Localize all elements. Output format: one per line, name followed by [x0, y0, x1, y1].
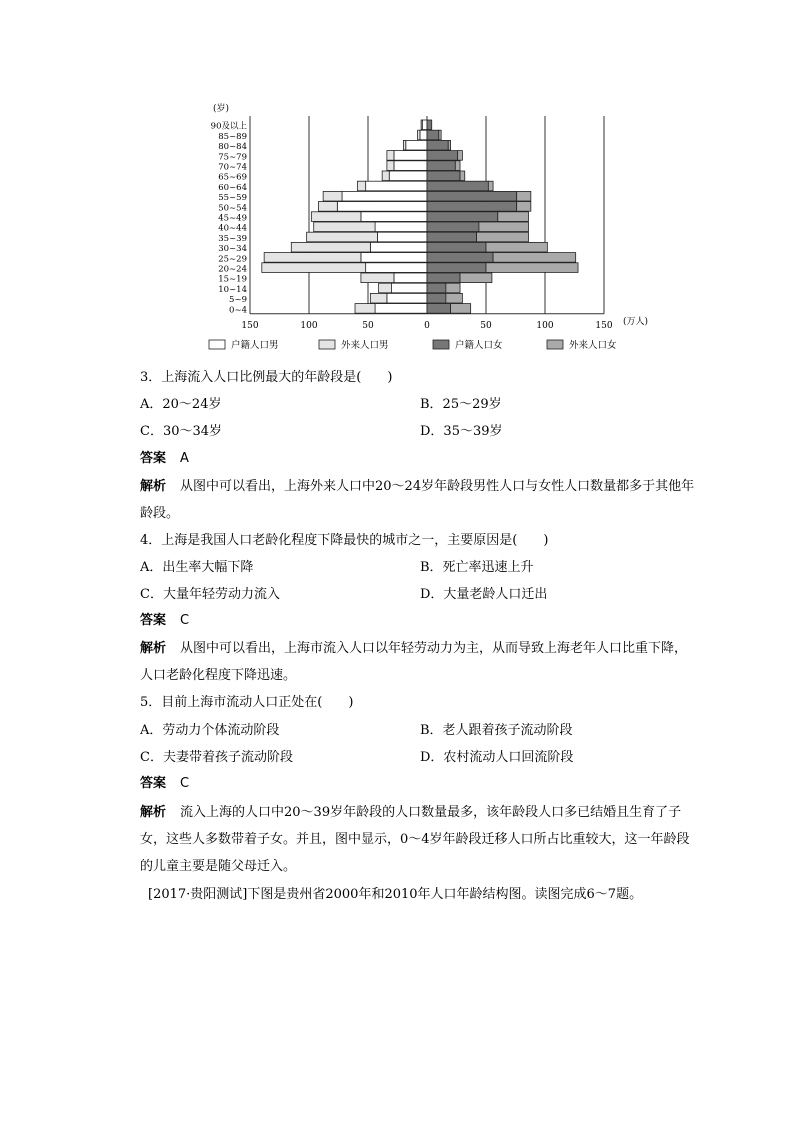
bar-huji-female: [427, 181, 488, 191]
bar-wailai-female: [455, 161, 460, 171]
q3-option-b: B．25～29岁: [420, 397, 502, 412]
legend-label: 外来人口女: [569, 340, 617, 351]
age-tick-labels: [211, 121, 248, 316]
bar-huji-male: [375, 304, 427, 314]
x-tick-label: 150: [595, 320, 613, 331]
analysis-label: 解析: [140, 479, 167, 494]
bar-wailai-female: [451, 304, 471, 314]
analysis-label: 解析: [140, 641, 167, 656]
bar-huji-female: [427, 263, 486, 273]
bar-huji-female: [427, 191, 517, 201]
bar-wailai-male: [382, 171, 389, 181]
age-tick-label: 10~14: [218, 284, 247, 295]
q5-stem: 5．目前上海市流动人口正处在( ): [140, 695, 354, 710]
bar-huji-male: [375, 222, 427, 232]
bar-wailai-female: [446, 293, 463, 303]
bar-huji-male: [389, 171, 427, 181]
x-tick-label: 100: [536, 320, 554, 331]
bar-huji-male: [394, 273, 427, 283]
x-tick-label: 50: [362, 320, 374, 331]
bar-wailai-female: [477, 232, 529, 242]
q5-analysis: [140, 799, 700, 880]
answer-value: C: [180, 776, 190, 791]
legend-swatch: [547, 340, 563, 349]
bar-wailai-male: [262, 263, 366, 273]
bar-wailai-male: [421, 120, 422, 130]
bar-huji-female: [427, 202, 517, 212]
age-tick-label: 90及以上: [210, 121, 247, 132]
bar-wailai-male: [311, 212, 361, 222]
legend-swatch: [433, 340, 449, 349]
bar-huji-male: [394, 161, 427, 171]
q4-option-b: B．死亡率迅速上升: [420, 560, 534, 575]
bar-huji-female: [427, 130, 439, 140]
answer-value: C: [180, 613, 190, 628]
bar-huji-female: [427, 120, 432, 130]
bar-huji-male: [370, 242, 427, 252]
q3-option-a: A．20～24岁: [140, 397, 222, 412]
x-unit-label: (万人): [623, 317, 649, 327]
legend-swatch: [319, 340, 335, 349]
age-tick-label: 20~24: [218, 264, 247, 275]
bar-huji-female: [427, 242, 486, 252]
x-tick-label: 100: [300, 320, 318, 331]
bar-huji-male: [342, 191, 427, 201]
age-tick-label: 30~34: [218, 244, 247, 255]
bar-wailai-male: [357, 181, 365, 191]
x-tick-label: 50: [480, 320, 492, 331]
analysis-text: 从图中可以看出，上海市流入人口以年轻劳动力为主，从而导致上海老年人口比重下降，人口老龄化程度下降迅速。: [140, 641, 688, 683]
bar-wailai-female: [460, 273, 492, 283]
age-tick-label: 25~29: [218, 254, 247, 265]
age-unit-label: (岁): [213, 104, 230, 114]
age-tick-label: 70~74: [218, 162, 247, 173]
bar-wailai-female: [439, 130, 441, 140]
bar-huji-female: [427, 273, 460, 283]
bar-huji-female: [427, 304, 451, 314]
bar-wailai-male: [291, 242, 370, 252]
bar-wailai-male: [314, 222, 375, 232]
next-section-intro: [2017·贵阳测试]下图是贵州省2000年和2010年人口年龄结构图。读图完成6～7题。: [148, 887, 643, 902]
analysis-label: 解析: [140, 805, 167, 820]
bar-huji-male: [366, 181, 427, 191]
age-tick-label: 65~69: [218, 172, 247, 183]
bar-huji-male: [337, 202, 427, 212]
bar-wailai-female: [488, 181, 493, 191]
q4-option-c: C．大量年轻劳动力流入: [140, 587, 280, 602]
bar-wailai-male: [379, 283, 392, 293]
age-tick-label: 60~64: [218, 182, 247, 193]
bar-huji-female: [427, 222, 479, 232]
legend-label: 户籍人口女: [455, 340, 503, 351]
bar-wailai-female: [446, 283, 460, 293]
q5-answer: [140, 773, 189, 795]
answer-label: 答案: [140, 613, 167, 628]
legend-label: 外来人口男: [341, 340, 389, 351]
answer-label: 答案: [140, 776, 167, 791]
q3-option-d: D．35～39岁: [420, 424, 503, 439]
bar-huji-male: [361, 212, 427, 222]
bar-huji-male: [387, 293, 427, 303]
bar-huji-male: [422, 120, 427, 130]
bar-wailai-female: [486, 242, 547, 252]
bar-wailai-male: [418, 130, 420, 140]
age-tick-label: 40~44: [218, 223, 247, 234]
bar-huji-female: [427, 283, 446, 293]
bar-wailai-male: [361, 273, 394, 283]
bar-huji-male: [377, 232, 427, 242]
legend: [209, 339, 617, 351]
bar-wailai-male: [387, 151, 394, 161]
q5-option-b: B．老人跟着孩子流动阶段: [420, 723, 573, 738]
bar-wailai-female: [448, 140, 450, 150]
population-pyramid-chart: [195, 95, 655, 357]
x-tick-label: 0: [424, 320, 430, 331]
age-tick-label: 0~4: [229, 305, 247, 316]
q3-analysis: [140, 473, 700, 527]
age-tick-label: 75~79: [218, 152, 247, 163]
q5-option-a: A．劳动力个体流动阶段: [140, 723, 280, 738]
age-tick-label: 5~9: [229, 295, 247, 306]
bar-huji-male: [392, 283, 427, 293]
bar-wailai-male: [264, 253, 361, 263]
bar-wailai-male: [323, 191, 342, 201]
q4-option-a: A．出生率大幅下降: [140, 560, 254, 575]
age-tick-label: 35~39: [218, 233, 247, 244]
bar-wailai-female: [486, 263, 578, 273]
bar-wailai-female: [493, 253, 576, 263]
age-tick-label: 85~89: [218, 131, 247, 142]
legend-swatch: [209, 340, 225, 349]
x-tick-label: 150: [241, 320, 259, 331]
bar-huji-female: [427, 151, 458, 161]
age-tick-label: 55~59: [218, 193, 247, 204]
bar-huji-male: [406, 140, 427, 150]
answer-label: 答案: [140, 451, 167, 466]
q4-stem: 4．上海是我国人口老龄化程度下降最快的城市之一，主要原因是( ): [140, 533, 549, 548]
bar-huji-male: [361, 253, 427, 263]
q3-stem: 3．上海流入人口比例最大的年龄段是( ): [140, 370, 393, 385]
q5-option-d: D．农村流动人口回流阶段: [420, 750, 574, 765]
q4-option-d: D．大量老龄人口迁出: [420, 587, 548, 602]
bar-huji-female: [427, 171, 460, 181]
q4-analysis: [140, 635, 700, 689]
bar-wailai-female: [498, 212, 529, 222]
bar-wailai-female: [517, 202, 531, 212]
answer-value: A: [180, 451, 189, 466]
bar-wailai-male: [387, 161, 394, 171]
bar-huji-female: [427, 232, 477, 242]
bar-huji-female: [427, 212, 498, 222]
bar-wailai-male: [318, 202, 337, 212]
analysis-text: 从图中可以看出，上海外来人口中20～24岁年龄段男性人口与女性人口数量都多于其他年龄段。: [140, 479, 695, 521]
q4-answer: [140, 610, 189, 632]
bar-wailai-female: [460, 171, 465, 181]
bar-huji-male: [420, 130, 427, 140]
age-tick-label: 80~84: [218, 142, 247, 153]
bar-wailai-male: [370, 293, 387, 303]
q3-option-c: C．30～34岁: [140, 424, 223, 439]
age-tick-label: 50~54: [218, 203, 247, 214]
bar-wailai-female: [458, 151, 463, 161]
bar-wailai-male: [403, 140, 405, 150]
bar-huji-male: [394, 151, 427, 161]
analysis-text: 流入上海的人口中20～39岁年龄段的人口数量最多，该年龄段人口多已结婚且生育了子女，这些人多数带着子女。并且，图中显示，0～4岁年龄段迁移人口所占比重较大，这一年龄段的儿童主要是随父母迁入。: [140, 805, 690, 874]
bar-wailai-female: [479, 222, 529, 232]
bar-huji-female: [427, 161, 455, 171]
legend-label: 户籍人口男: [231, 340, 279, 351]
age-tick-label: 45~49: [218, 213, 247, 224]
q3-answer: [140, 448, 189, 470]
bar-huji-female: [427, 253, 493, 263]
age-tick-label: 15~19: [218, 274, 247, 285]
bar-huji-female: [427, 293, 446, 303]
bar-huji-female: [427, 140, 448, 150]
bar-wailai-male: [307, 232, 378, 242]
x-tick-labels: [241, 321, 612, 331]
bar-huji-male: [366, 263, 427, 273]
q5-option-c: C．夫妻带着孩子流动阶段: [140, 750, 293, 765]
bar-wailai-female: [517, 191, 531, 201]
bar-wailai-male: [355, 304, 375, 314]
